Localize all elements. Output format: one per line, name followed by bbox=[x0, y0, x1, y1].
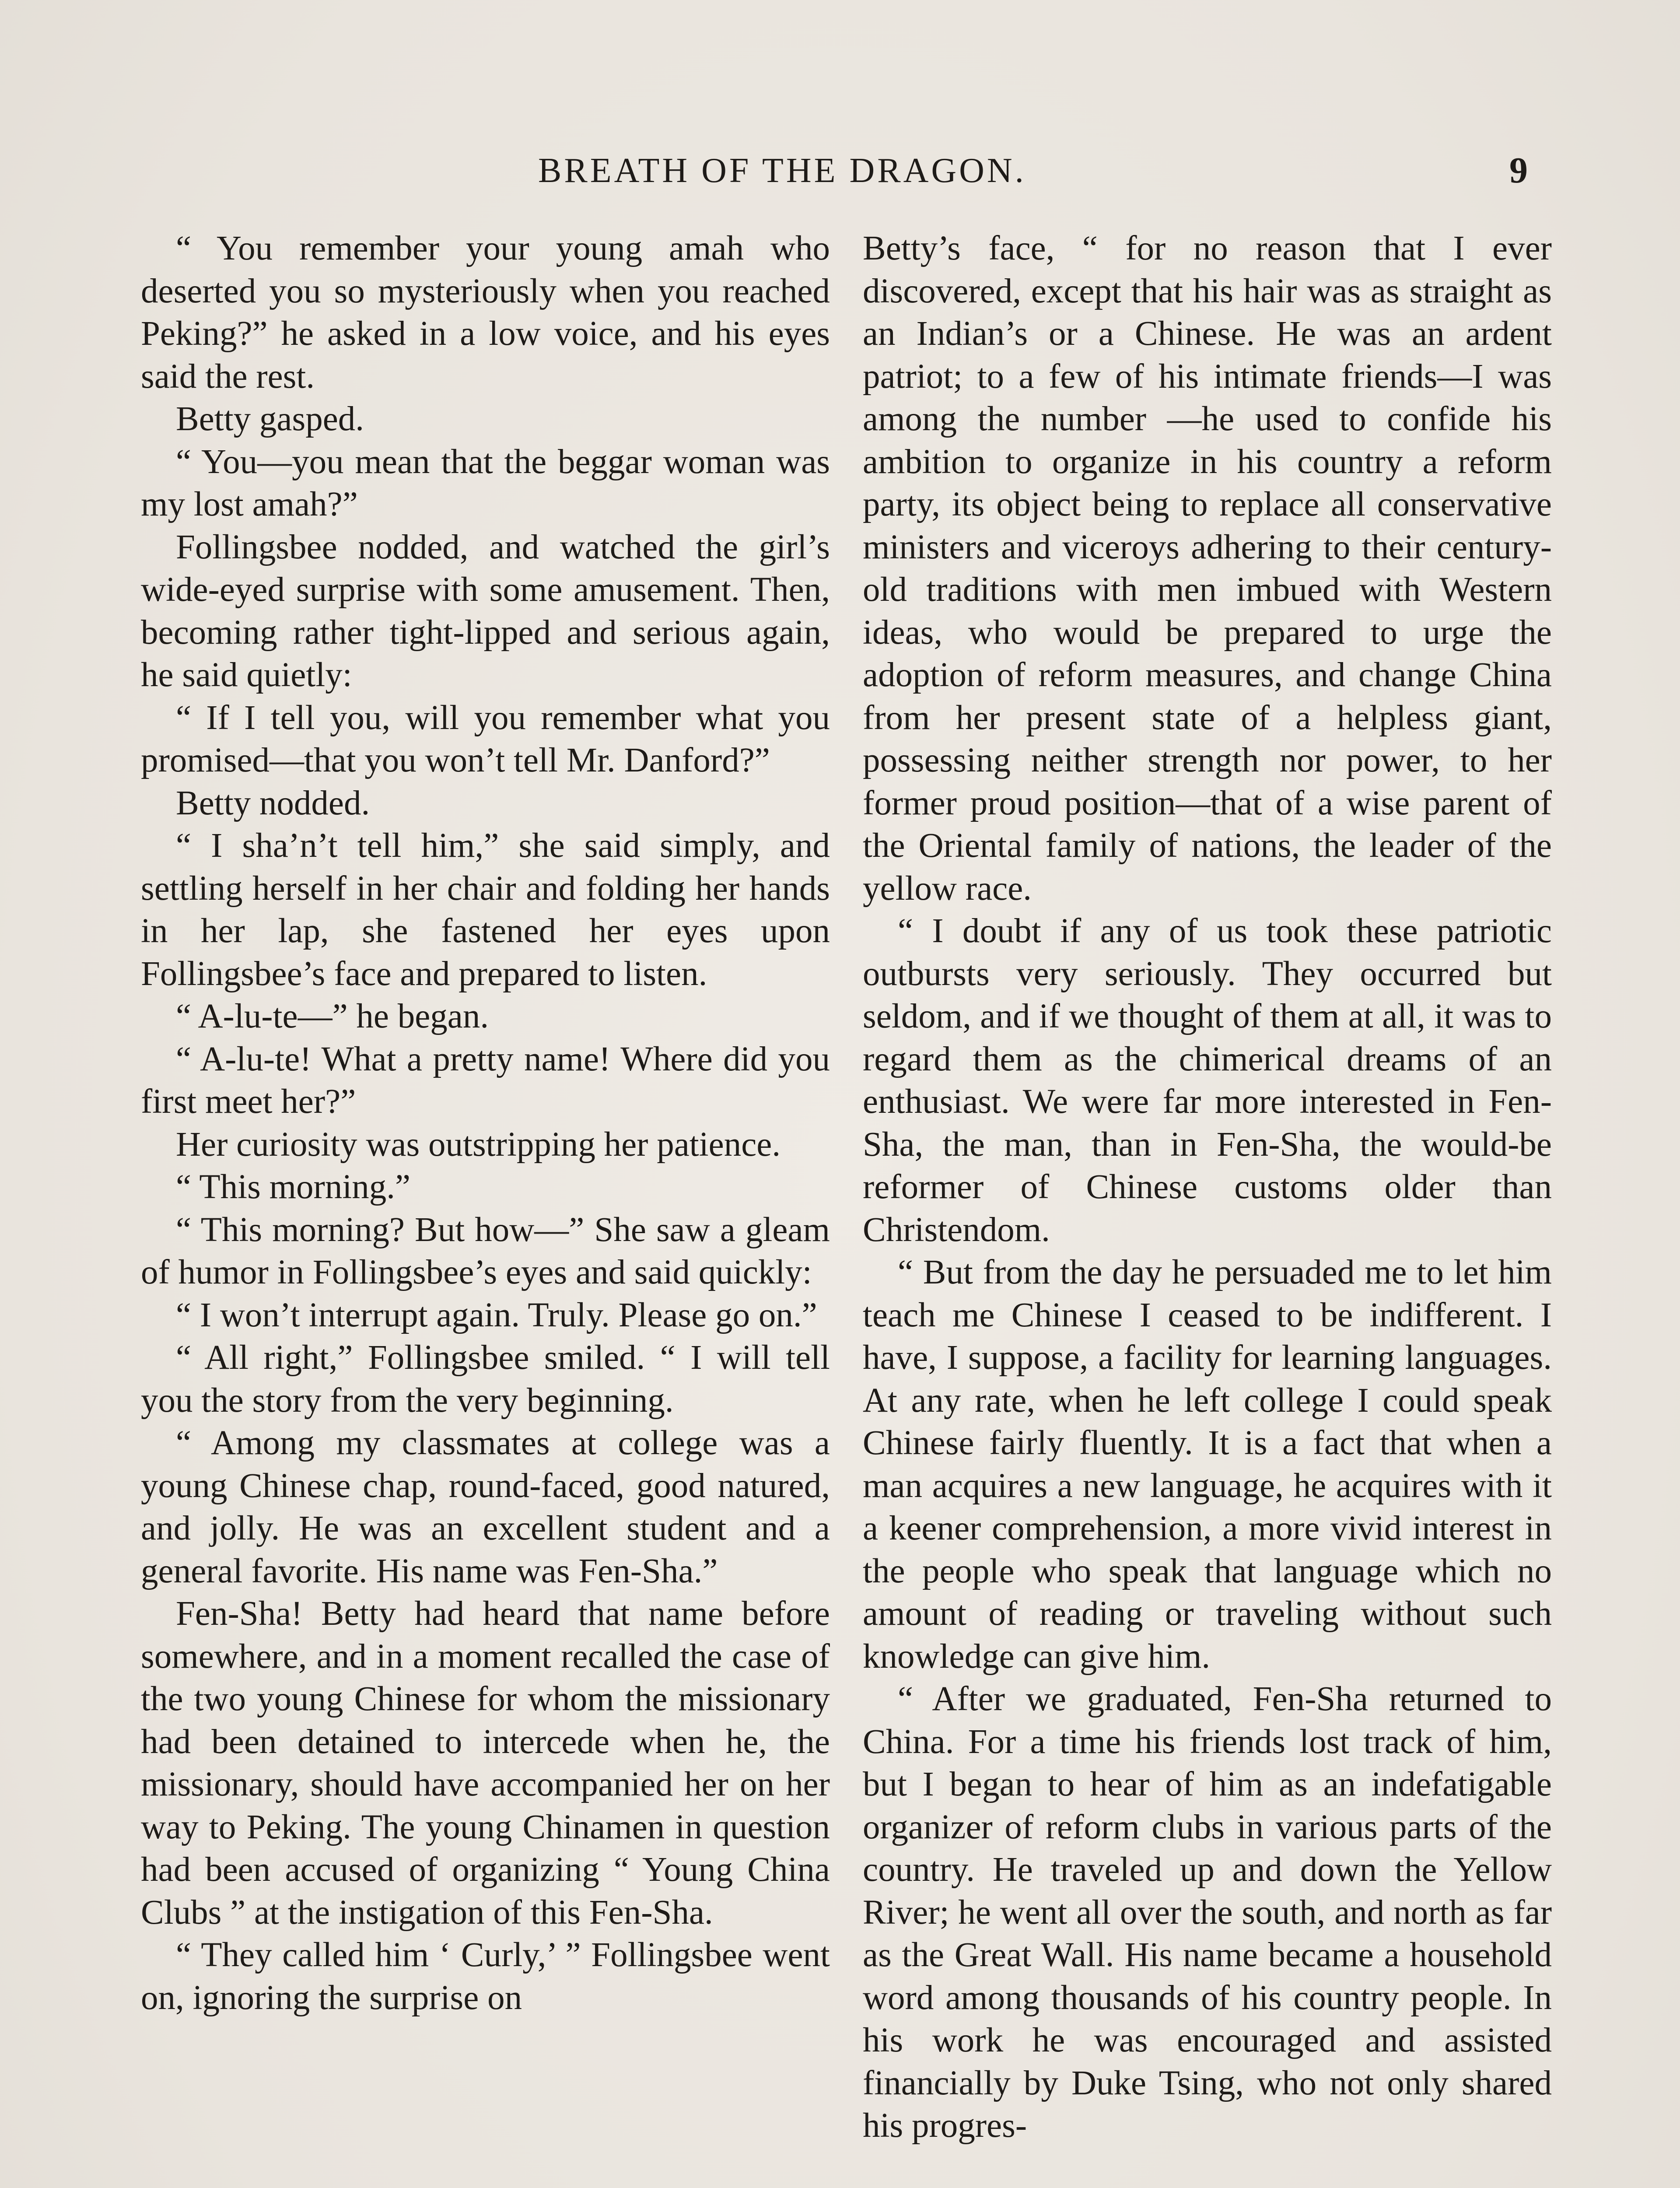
left-column bbox=[141, 227, 830, 2019]
paragraph: “ After we graduated, Fen-Sha returned to China. For a time his friends lost track of him, but I began to hear of him as an indefatigable organizer of reform clubs in various parts of the country. He traveled up and down the Yellow River; he went all over the south, and north as far as the Great Wall. His name became a household word among thousands of his country people. In his work he was encouraged and assisted financially by Duke Tsing, who not only shared his progres- bbox=[863, 1680, 1552, 2145]
paragraph: Follingsbee nodded, and watched the girl’s wide-eyed surprise with some amusement. Then, becoming rather tight-lipped and serious again, he said quietly: bbox=[141, 528, 830, 694]
chapter-title: BREATH OF THE DRAGON. bbox=[538, 151, 1026, 190]
paragraph: “ I sha’n’t tell him,” she said simply, and settling herself in her chair and folding her hands in her lap, she fastened her eyes upon Follingsbee’s face and prepared to listen. bbox=[141, 827, 830, 993]
paragraph: “ A-lu-te! What a pretty name! Where did you first meet her?” bbox=[141, 1040, 830, 1121]
paragraph: “ You remember your young amah who deserted you so mysteriously when you reached Peking?” he asked in a low voice, and his eyes said the rest. bbox=[141, 229, 830, 396]
paragraph: “ Among my classmates at college was a young Chinese chap, round-faced, good natured, and jolly. He was an excellent student and a general favorite. His name was Fen-Sha.” bbox=[141, 1424, 830, 1590]
paragraph: “ If I tell you, will you remember what you promised—that you won’t tell Mr. Danford?” bbox=[141, 698, 830, 779]
paragraph: “ I doubt if any of us took these patriotic outbursts very seriously. They occurred but seldom, and if we thought of them at all, it was to regard them as the chimerical dreams of an enthusiast. We were far more interested in Fen-Sha, the man, than in Fen-Sha, the would-be reformer of Chinese customs older than Christendom. bbox=[863, 912, 1552, 1249]
paragraph: Fen-Sha! Betty had heard that name before somewhere, and in a moment recalled the case of the two young Chinese for whom the missionary had been detained to intercede when he, the missionary, should have accompanied her on her way to Peking. The young Chinamen in question had been accused of organizing “ Young China Clubs ” at the instigation of this Fen-Sha. bbox=[141, 1595, 830, 1932]
paragraph: Betty’s face, “ for no reason that I ever discovered, except that his hair was as straight as an Indian’s or a Chinese. He was an ardent patriot; to a few of his intimate friends—I was among the number —he used to confide his ambition to organize in his country a reform party, its object being to replace all conservative ministers and viceroys adhering to their century-old traditions with men imbued with Western ideas, who would be prepared to urge the adoption of reform measures, and change China from her present state of a helpless giant, possessing neither strength nor power, to her former proud position—that of a wise parent of the Oriental family of nations, the leader of the yellow race. bbox=[863, 229, 1552, 908]
paragraph: “ You—you mean that the beggar woman was my lost amah?” bbox=[141, 442, 830, 523]
paragraph: “ A-lu-te—” he began. bbox=[176, 997, 489, 1035]
right-column bbox=[863, 227, 1552, 2147]
paragraph: “ But from the day he persuaded me to let him teach me Chinese I ceased to be indifferent. I have, I suppose, a facility for learning languages. At any rate, when he left college I could speak Chinese fairly fluently. It is a fact that when a man acquires a new language, he acquires with it a keener comprehension, a more vivid interest in the people who speak that language which no amount of reading or traveling without such knowledge can give him. bbox=[863, 1253, 1552, 1676]
paragraph: “ All right,” Follingsbee smiled. “ I will tell you the story from the very beginning. bbox=[141, 1339, 830, 1420]
paragraph: “ This morning? But how—” She saw a gleam of humor in Follingsbee’s eyes and said quickly: bbox=[141, 1210, 830, 1291]
paragraph: Betty nodded. bbox=[176, 784, 370, 822]
paragraph: “ I won’t interrupt again. Truly. Please go on.” bbox=[176, 1296, 817, 1334]
paragraph: “ This morning.” bbox=[176, 1168, 411, 1206]
page-number: 9 bbox=[1509, 150, 1528, 191]
paragraph: Her curiosity was outstripping her patience. bbox=[176, 1125, 781, 1164]
running-head bbox=[0, 147, 1680, 195]
paragraph: Betty gasped. bbox=[176, 400, 364, 438]
paragraph: “ They called him ‘ Curly,’ ” Follingsbee went on, ignoring the surprise on bbox=[141, 1936, 830, 2017]
